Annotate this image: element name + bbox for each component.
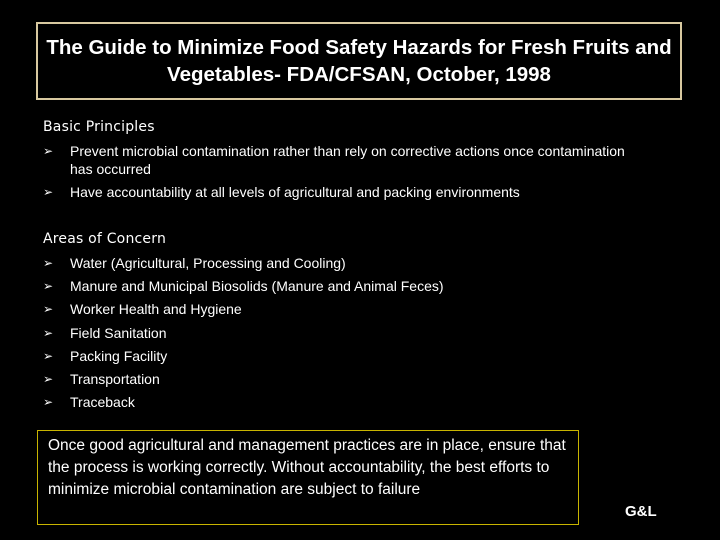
arrowhead-bullet-icon: ➢ bbox=[43, 256, 54, 270]
areas-of-concern-list bbox=[43, 254, 643, 416]
arrowhead-bullet-icon: ➢ bbox=[43, 144, 54, 158]
arrowhead-bullet-icon: ➢ bbox=[43, 325, 54, 340]
bullet-text: Have accountability at all levels of agricultural and packing environments bbox=[70, 184, 520, 201]
list-item bbox=[43, 142, 643, 178]
areas-of-concern-heading: Areas of Concern bbox=[43, 231, 167, 247]
basic-principles-list bbox=[43, 142, 643, 206]
bullet-text: Manure and Municipal Biosolids (Manure and Animal Feces) bbox=[70, 278, 444, 295]
arrowhead-bullet-icon: ➢ bbox=[43, 348, 54, 363]
bullet-text: Traceback bbox=[70, 394, 135, 411]
arrowhead-bullet-icon: ➢ bbox=[43, 279, 54, 294]
arrowhead-bullet-icon: ➢ bbox=[43, 371, 54, 386]
bullet-text: Worker Health and Hygiene bbox=[70, 301, 242, 318]
list-item bbox=[43, 324, 643, 342]
list-item bbox=[43, 393, 643, 411]
bullet-text: Water (Agricultural, Processing and Cooling) bbox=[70, 255, 346, 271]
slide-title: The Guide to Minimize Food Safety Hazards for Fresh Fruits and Vegetables- FDA/CFSAN, October, 1998 bbox=[46, 36, 672, 86]
bullet-text: Packing Facility bbox=[70, 347, 168, 364]
list-item bbox=[43, 300, 643, 318]
list-item bbox=[43, 370, 643, 388]
basic-principles-heading: Basic Principles bbox=[43, 119, 155, 135]
arrowhead-bullet-icon: ➢ bbox=[43, 185, 54, 200]
note-text: Once good agricultural and management practices are in place, ensure that the process is working correctly. Without accountability, the best efforts to minimize microbial contamination are subject to failure bbox=[48, 437, 566, 498]
arrowhead-bullet-icon: ➢ bbox=[43, 302, 54, 317]
bullet-text: Prevent microbial contamination rather than rely on corrective actions once contamination has occurred bbox=[70, 143, 625, 177]
list-item bbox=[43, 277, 643, 295]
arrowhead-bullet-icon: ➢ bbox=[43, 395, 54, 410]
note-box bbox=[37, 430, 579, 525]
author-initials: G&L bbox=[625, 503, 657, 520]
list-item bbox=[43, 183, 643, 201]
bullet-text: Field Sanitation bbox=[70, 324, 167, 341]
title-box bbox=[36, 22, 682, 100]
list-item bbox=[43, 347, 643, 365]
bullet-text: Transportation bbox=[70, 370, 160, 387]
list-item bbox=[43, 254, 643, 272]
